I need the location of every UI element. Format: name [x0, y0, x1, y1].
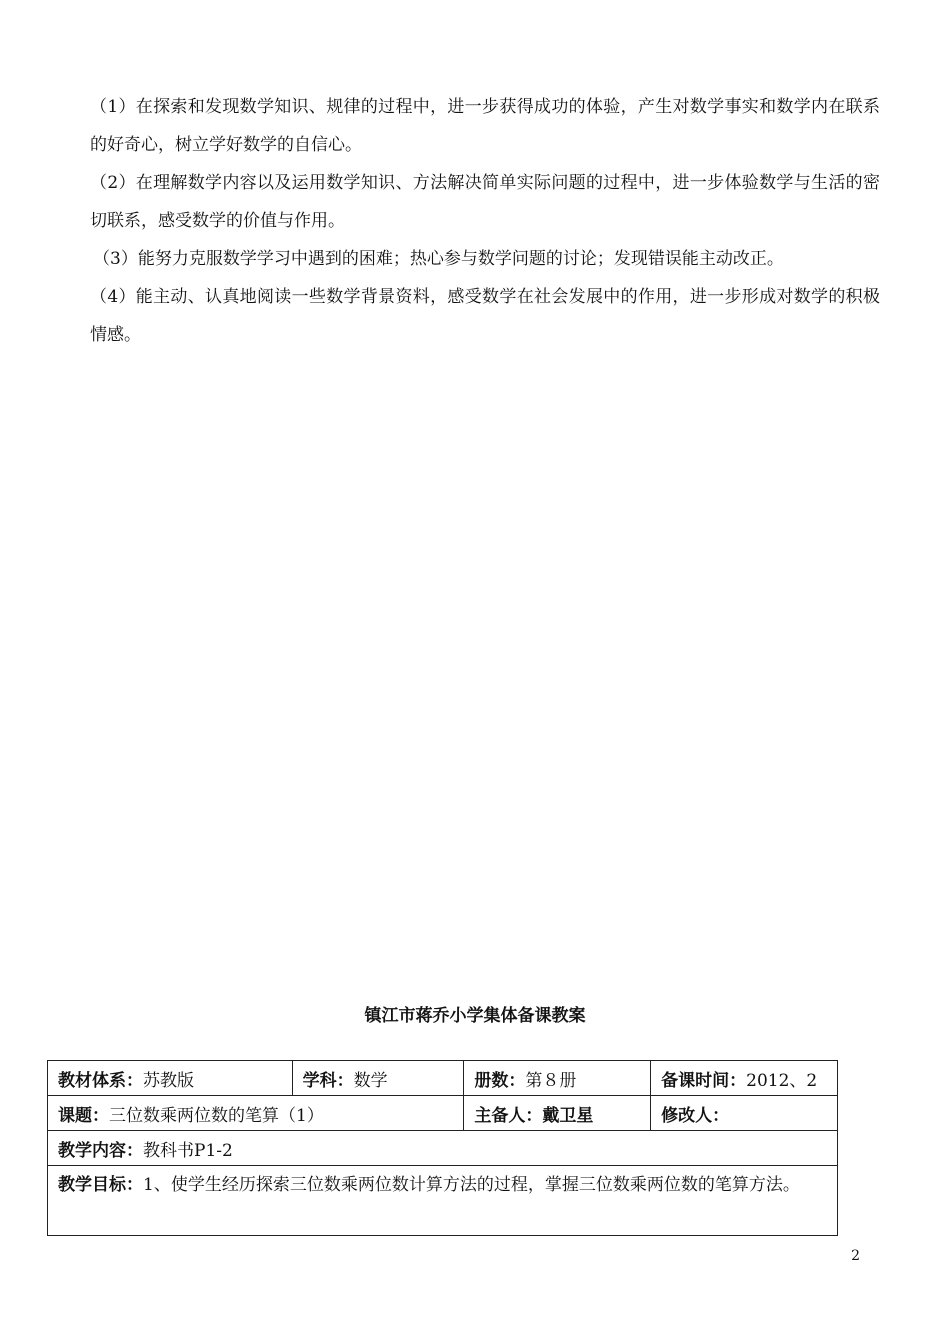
- topic-cell: [48, 1096, 464, 1131]
- table-row: [48, 1061, 838, 1096]
- prep-time-cell: [651, 1061, 838, 1096]
- teaching-objective-cell: [48, 1166, 838, 1236]
- lead-preparer-value: 戴卫星: [542, 1105, 594, 1126]
- teaching-content-label: 教学内容：: [58, 1140, 143, 1161]
- textbook-value: 苏教版: [143, 1070, 194, 1091]
- teaching-objective-label: 教学目标：: [58, 1175, 143, 1195]
- table-row: [48, 1096, 838, 1131]
- volume-value: 第８册: [525, 1070, 577, 1091]
- page-number: 2: [851, 1248, 860, 1264]
- table-row: [48, 1131, 838, 1166]
- topic-value: 三位数乘两位数的笔算（1）: [109, 1105, 324, 1126]
- topic-label: 课题：: [58, 1105, 109, 1126]
- reviser-cell: [651, 1096, 838, 1131]
- prep-time-value: 2012、2: [746, 1070, 818, 1091]
- teaching-content-value: 教科书P1-2: [143, 1140, 233, 1161]
- learning-goals-section: [90, 88, 880, 354]
- volume-label: 册数：: [474, 1070, 526, 1091]
- table-row: [48, 1166, 838, 1236]
- subject-label: 学科：: [302, 1070, 354, 1091]
- goal-paragraph-4: （4）能主动、认真地阅读一些数学背景资料，感受数学在社会发展中的作用，进一步形成对数学的积极情感。: [90, 287, 880, 345]
- lead-preparer-cell: [464, 1096, 651, 1131]
- lead-preparer-label: 主备人：: [474, 1105, 543, 1126]
- subject-cell: [292, 1061, 464, 1096]
- teaching-content-cell: [48, 1131, 838, 1166]
- goal-paragraph-3: （3）能努力克服数学学习中遇到的困难；热心参与数学问题的讨论；发现错误能主动改正。: [93, 249, 784, 269]
- reviser-label: 修改人：: [661, 1105, 730, 1126]
- textbook-label: 教材体系：: [58, 1070, 143, 1091]
- lesson-plan-table: [47, 1060, 838, 1236]
- goal-paragraph-2: （2）在理解数学内容以及运用数学知识、方法解决简单实际问题的过程中，进一步体验数学与生活的密切联系，感受数学的价值与作用。: [90, 173, 880, 231]
- subject-value: 数学: [353, 1070, 388, 1091]
- goal-paragraph-1: （1）在探索和发现数学知识、规律的过程中，进一步获得成功的体验，产生对数学事实和数学内在联系的好奇心，树立学好数学的自信心。: [90, 97, 880, 155]
- lesson-plan-title: 镇江市蒋乔小学集体备课教案: [364, 1006, 586, 1026]
- textbook-cell: [48, 1061, 293, 1096]
- prep-time-label: 备课时间：: [661, 1070, 747, 1091]
- teaching-objective-value: 1、使学生经历探索三位数乘两位数计算方法的过程，掌握三位数乘两位数的笔算方法。: [143, 1175, 800, 1195]
- volume-cell: [464, 1061, 651, 1096]
